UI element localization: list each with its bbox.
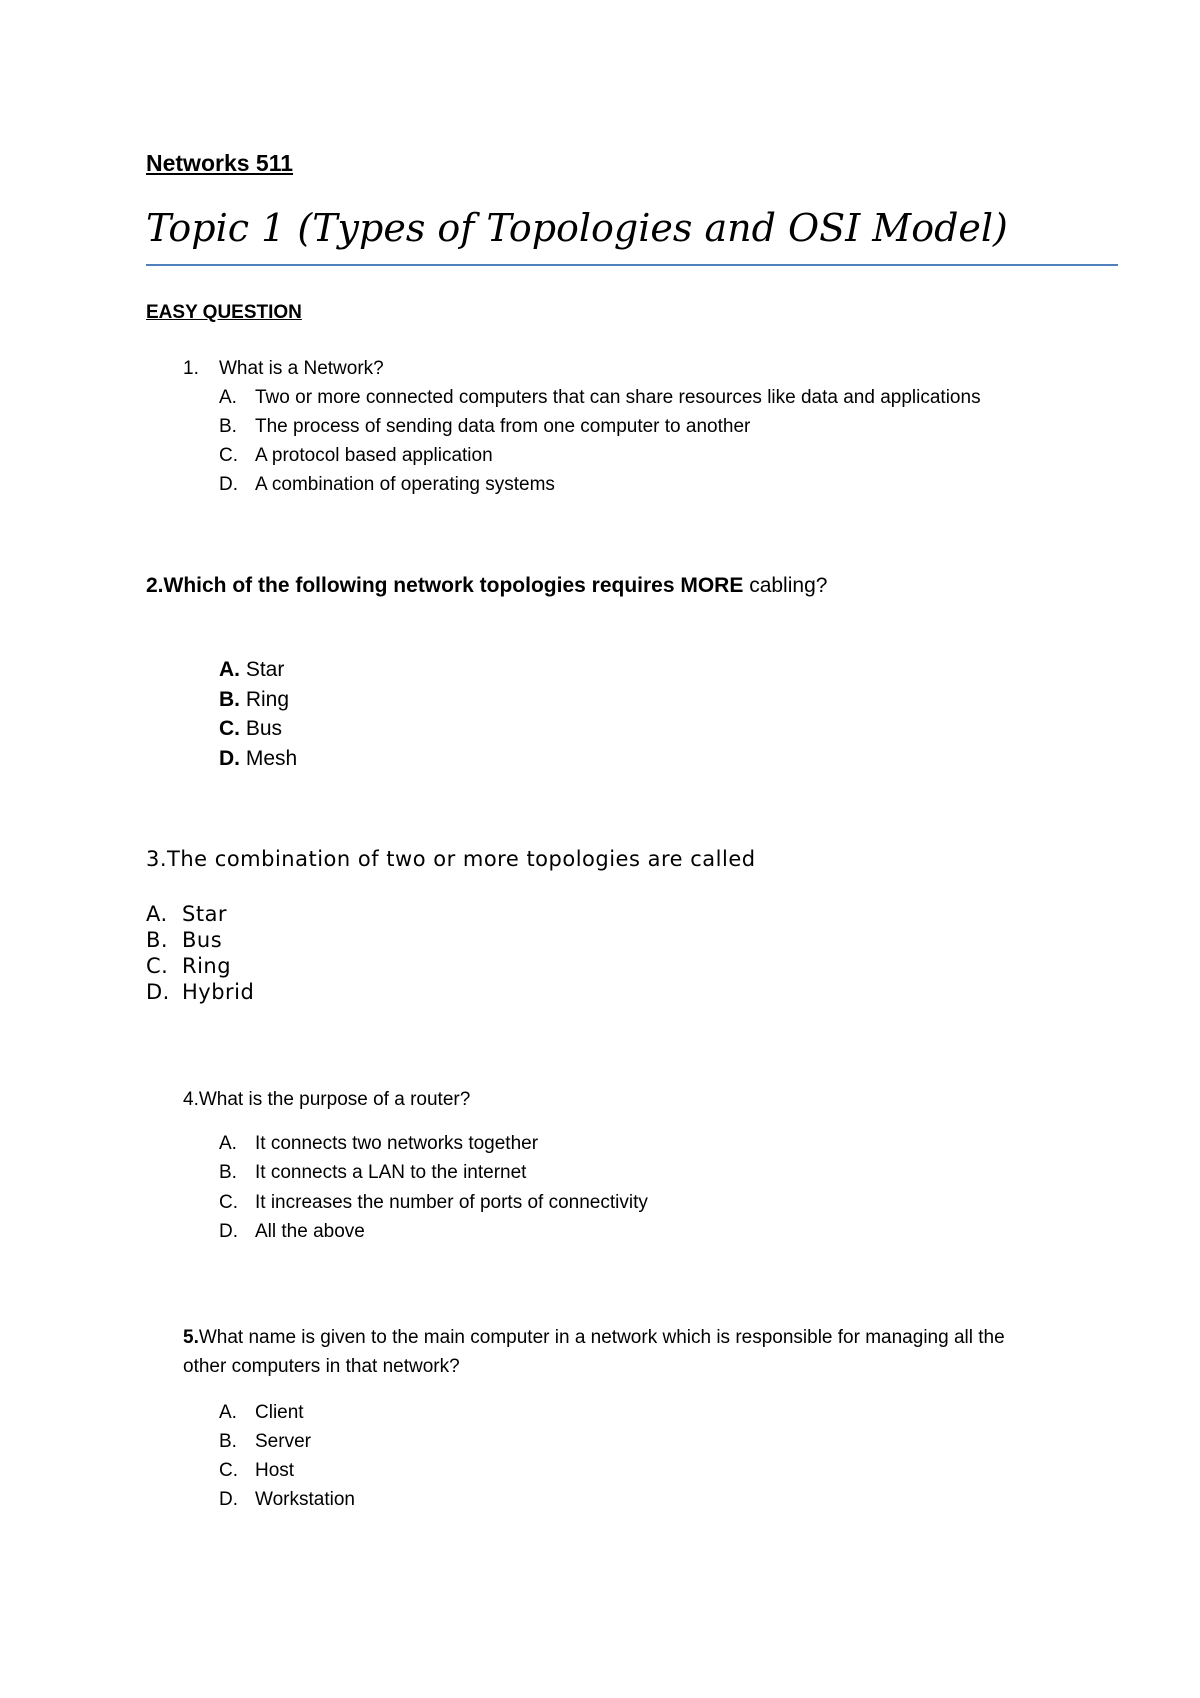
option-text: Ring	[240, 688, 290, 711]
question-3	[146, 847, 756, 871]
option-3b	[146, 928, 222, 952]
option-letter: D.	[219, 747, 240, 770]
question-text: The combination of two or more topologies are called	[167, 847, 756, 871]
option-3a	[146, 902, 227, 926]
option-1a	[219, 387, 981, 409]
option-text: Bus	[240, 717, 283, 740]
option-5a	[219, 1402, 304, 1424]
option-5c	[219, 1460, 294, 1482]
option-letter: D.	[219, 1221, 238, 1242]
question-number: 4.	[183, 1089, 199, 1110]
option-text: It connects two networks together	[255, 1133, 539, 1154]
question-4	[183, 1089, 470, 1111]
option-5b	[219, 1431, 311, 1453]
option-text: A combination of operating systems	[255, 474, 555, 495]
option-text: Mesh	[240, 747, 298, 770]
option-text: The process of sending data from one computer to another	[255, 416, 751, 437]
option-letter: A.	[219, 1402, 237, 1423]
option-text: Hybrid	[182, 980, 255, 1004]
option-letter: D.	[146, 980, 170, 1004]
option-1b	[219, 416, 750, 438]
option-text: A protocol based application	[255, 445, 493, 466]
question-text-line2: other computers in that network?	[183, 1356, 460, 1377]
option-text: Two or more connected computers that can share resources like data and applications	[255, 387, 981, 408]
option-2d	[219, 747, 297, 771]
option-text: All the above	[255, 1221, 365, 1242]
option-letter: C.	[219, 717, 240, 740]
option-3c	[146, 954, 231, 978]
option-text: It increases the number of ports of connectivity	[255, 1192, 648, 1213]
option-2a	[219, 658, 284, 682]
option-letter: C.	[219, 1460, 238, 1481]
option-letter: C.	[219, 445, 238, 466]
question-5-line2	[183, 1356, 460, 1378]
course-title: Networks 511	[146, 150, 294, 176]
option-letter: A.	[146, 902, 168, 926]
option-text: It connects a LAN to the internet	[255, 1162, 527, 1183]
option-text: Client	[255, 1402, 304, 1423]
option-letter: B.	[219, 416, 237, 437]
question-number: 3.	[146, 847, 168, 871]
option-letter: D.	[219, 1489, 238, 1510]
option-text: Bus	[182, 928, 223, 952]
option-text: Star	[240, 658, 285, 681]
question-5	[183, 1327, 1005, 1349]
option-text: Ring	[182, 954, 232, 978]
question-text: What is a Network?	[219, 358, 384, 379]
option-2b	[219, 688, 289, 712]
option-3d	[146, 980, 254, 1004]
question-1	[183, 358, 384, 380]
option-letter: A.	[219, 1133, 237, 1154]
question-2	[146, 574, 827, 598]
question-number: 2.	[146, 574, 164, 597]
option-letter: C.	[219, 1192, 238, 1213]
question-text-end: cabling?	[743, 574, 828, 597]
section-heading: EASY QUESTION	[146, 302, 302, 323]
option-1d	[219, 474, 555, 496]
option-4d	[219, 1221, 365, 1243]
question-number: 5.	[183, 1327, 199, 1348]
option-text: Server	[255, 1431, 311, 1452]
question-text: What is the purpose of a router?	[198, 1089, 471, 1110]
question-text: Which of the following network topologies requires	[163, 574, 681, 597]
option-letter: B.	[219, 688, 240, 711]
option-text: Star	[182, 902, 228, 926]
option-4a	[219, 1133, 538, 1155]
option-letter: B.	[219, 1431, 237, 1452]
option-2c	[219, 717, 282, 741]
topic-heading: Topic 1 (Types of Topologies and OSI Model)	[146, 206, 1008, 250]
option-text: Workstation	[255, 1489, 355, 1510]
option-letter: A.	[219, 658, 240, 681]
option-letter: C.	[146, 954, 169, 978]
option-1c	[219, 445, 493, 467]
question-text-line1: What name is given to the main computer in a network which is responsible for managing all the	[198, 1327, 1005, 1348]
option-text: Host	[255, 1460, 295, 1481]
option-4c	[219, 1192, 648, 1214]
option-letter: D.	[219, 474, 238, 495]
heading-rule	[146, 264, 1118, 266]
question-emphasis: MORE	[680, 574, 744, 597]
option-5d	[219, 1489, 355, 1511]
question-number: 1.	[183, 358, 199, 379]
option-4b	[219, 1162, 526, 1184]
option-letter: B.	[219, 1162, 237, 1183]
option-letter: B.	[146, 928, 169, 952]
option-letter: A.	[219, 387, 237, 408]
